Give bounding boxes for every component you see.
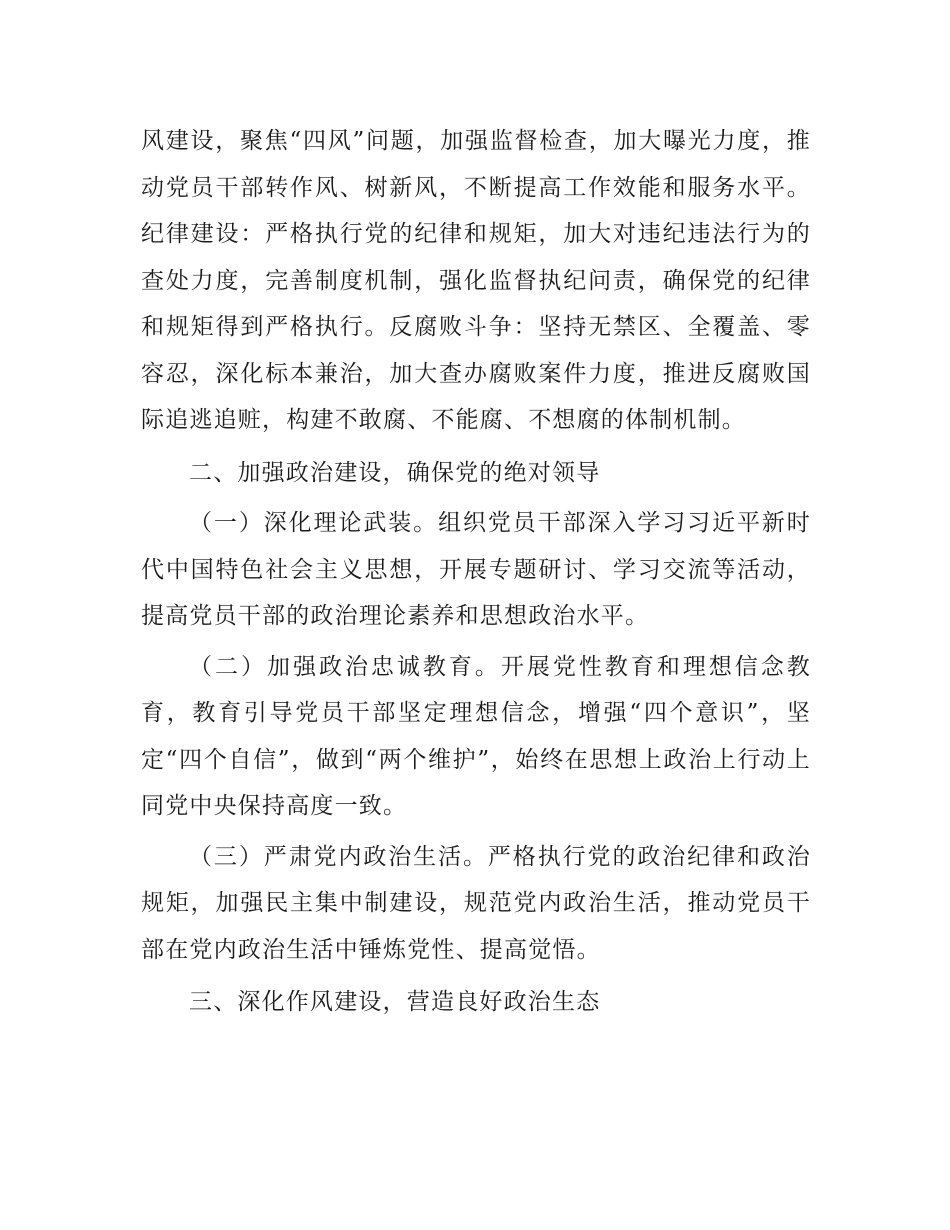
paragraph-political-life: （三）严肃党内政治生活。严格执行党的政治纪律和政治规矩，加强民主集中制建设，规范党内政治生活，推动党员干部在党内政治生活中锤炼党性、提高觉悟。 bbox=[141, 843, 811, 963]
paragraph-continuation: 风建设，聚焦“四风”问题，加强监督检查，加大曝光力度，推动党员干部转作风、树新风，不断提高工作效能和服务水平。纪律建设：严格执行党的纪律和规矩，加大对违纪违法行为的查处力度，完善制度机制，强化监督执纪问责，确保党的纪律和规矩得到严格执行。反腐败斗争：坚持无禁区、全覆盖、零容忍，深化标本兼治，加大查办腐败案件力度，推进反腐败国际追逃追赃，构建不敢腐、不能腐、不想腐的体制机制。 bbox=[141, 128, 811, 433]
section-heading-two: 二、加强政治建设，确保党的绝对领导 bbox=[189, 459, 601, 486]
paragraph-loyalty-education: （二）加强政治忠诚教育。开展党性教育和理想信念教育，教育引导党员干部坚定理想信念，增强“四个意识”，坚定“四个自信”，做到“两个维护”，始终在思想上政治上行动上同党中央保持高度一致。 bbox=[141, 653, 811, 819]
section-heading-three: 三、深化作风建设，营造良好政治生态 bbox=[189, 989, 601, 1015]
document-body bbox=[141, 118, 811, 1026]
paragraph-theory-study: （一）深化理论武装。组织党员干部深入学习习近平新时代中国特色社会主义思想，开展专题研讨、学习交流等活动，提高党员干部的政治理论素养和思想政治水平。 bbox=[141, 510, 811, 629]
